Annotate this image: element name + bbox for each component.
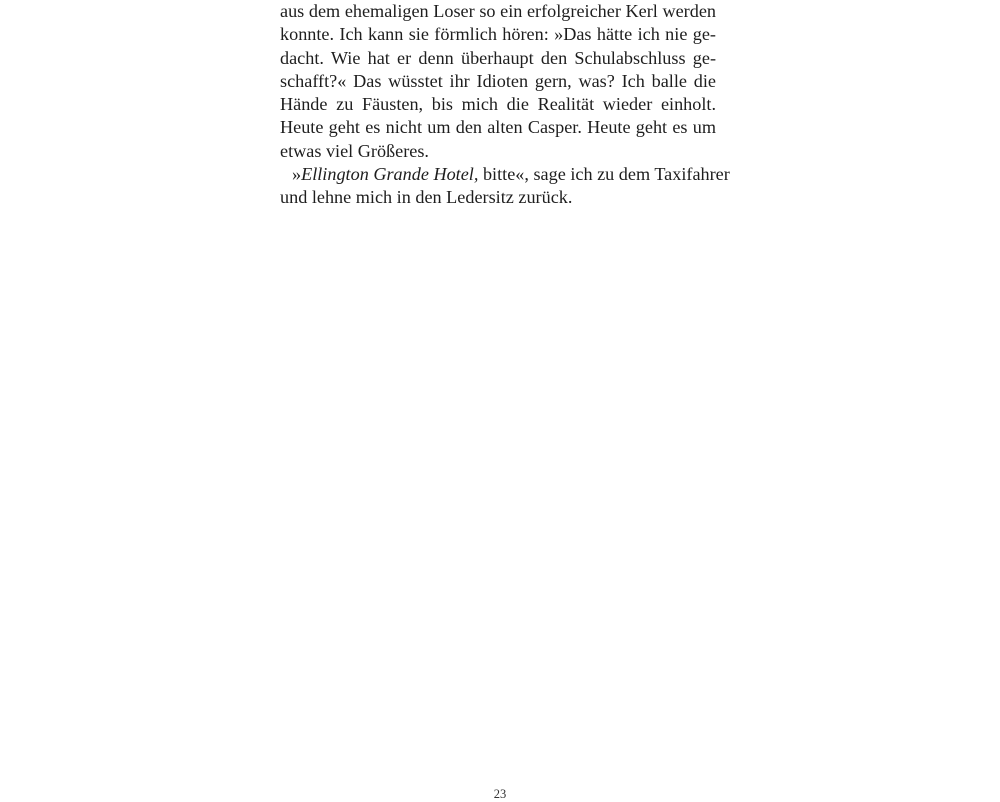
open-quote: »	[292, 164, 302, 185]
text-line: Heute geht es nicht um den alten Casper. Heute geht es um	[280, 117, 716, 138]
page-number: 23	[493, 787, 507, 801]
text-line: konnte. Ich kann sie förmlich hören: »Das hätte ich nie ge-	[280, 24, 716, 45]
text-line: aus dem ehemaligen Loser so ein erfolgreicher Kerl werden	[280, 1, 716, 21]
paragraph-1	[280, 0, 716, 163]
hotel-name: Ellington Grande Hotel,	[301, 164, 479, 185]
text-line	[280, 163, 730, 186]
text-line: Hände zu Fäusten, bis mich die Realität wieder einholt.	[280, 94, 716, 115]
text-line: und lehne mich in den Ledersitz zurück.	[280, 187, 573, 208]
text-line: schafft?« Das wüsstet ihr Idioten gern, was? Ich balle die	[280, 70, 716, 91]
text-line: dacht. Wie hat er denn überhaupt den Schulabschluss ge-	[280, 47, 716, 68]
body-text	[280, 0, 730, 210]
text-line: etwas viel Größeres.	[280, 140, 429, 161]
line-rest: bitte«, sage ich zu dem Taxifahrer	[478, 164, 730, 185]
paragraph-2	[280, 163, 730, 210]
